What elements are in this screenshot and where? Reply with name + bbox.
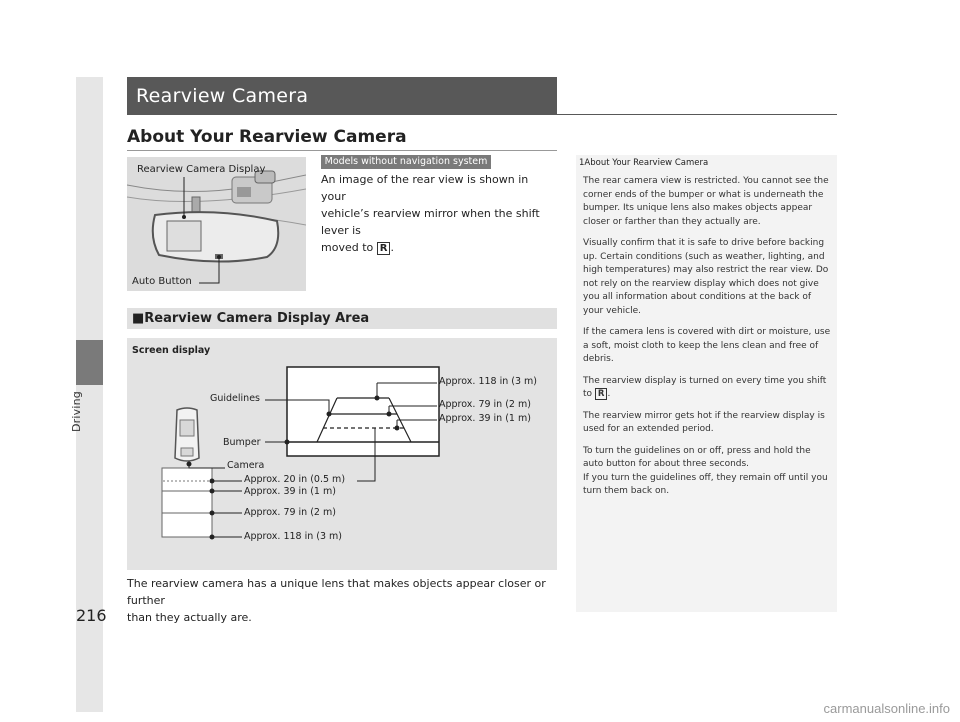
display-area-diagram [127, 338, 557, 570]
header-rule [127, 114, 837, 115]
note-paragraph-1: The rear camera view is restricted. You cannot see the corner ends of the bumper or what is underneath the bumper. Its unique lens also makes objects appear closer or farther than they actually are. [583, 176, 829, 227]
label-bottom-118: Approx. 118 in (3 m) [244, 531, 343, 542]
label-bottom-20: Approx. 20 in (0.5 m) [244, 474, 346, 485]
note-p4-end: . [607, 389, 611, 399]
subsection-title [132, 311, 369, 326]
sidebar-active-marker [76, 340, 103, 385]
note-heading [579, 158, 708, 168]
subsection-title-text: Rearview Camera Display Area [144, 311, 370, 326]
label-top-118: Approx. 118 in (3 m) [439, 376, 538, 387]
intro-paragraph [321, 171, 556, 256]
intro-line-2: vehicle’s rearview mirror when the shift lever is [321, 207, 540, 237]
intro-line-3 [321, 239, 556, 256]
note-paragraph-6: To turn the guidelines on or off, press and hold the auto button for about three seconds. [583, 445, 811, 469]
intro-line-1: An image of the rear view is shown in your [321, 173, 529, 203]
section-rule [127, 150, 557, 151]
intro-line-3-end: . [390, 241, 394, 254]
gear-r-icon-small: R [595, 388, 608, 400]
watermark: carmanualsonline.info [823, 701, 950, 716]
label-bumper: Bumper [223, 437, 261, 448]
note-p4-text: The rearview display is turned on every time you shift to [583, 375, 827, 399]
page-number: 216 [76, 606, 107, 625]
note-number: 1 [579, 158, 585, 168]
label-bottom-39: Approx. 39 in (1 m) [244, 486, 336, 497]
label-guidelines: Guidelines [210, 393, 260, 404]
label-bottom-79: Approx. 79 in (2 m) [244, 507, 336, 518]
label-top-79: Approx. 79 in (2 m) [439, 399, 531, 410]
note-paragraph-5: The rearview mirror gets hot if the rearview display is used for an extended period. [583, 410, 825, 434]
mirror-figure [127, 157, 306, 291]
note-paragraph-2: Visually confirm that it is safe to drive before backing up. Certain conditions (such as weather, lighting, and high temperatures) may also restrict the rear view. Do not rely on the rearview display which does not give you all information about conditions at the back of your vehicle. [583, 238, 829, 316]
chapter-title: Rearview Camera [136, 85, 309, 107]
closing-line-2: than they actually are. [127, 611, 252, 624]
intro-line-3-text: moved to [321, 241, 374, 254]
model-badge: Models without navigation system [321, 155, 491, 169]
note-paragraph-3: If the camera lens is covered with dirt or moisture, use a soft, moist cloth to keep the lens clean and free of debris. [583, 327, 831, 364]
mirror-illustration [127, 157, 306, 291]
square-bullet-icon: ■ [132, 311, 145, 326]
closing-paragraph [127, 575, 559, 626]
section-title: About Your Rearview Camera [127, 127, 407, 147]
closing-line-1: The rearview camera has a unique lens that makes objects appear closer or further [127, 577, 546, 607]
label-auto-button: Auto Button [132, 276, 192, 287]
note-paragraph-7: If you turn the guidelines off, they remain off until you turn them back on. [583, 472, 828, 496]
note-paragraph-4 [583, 375, 831, 402]
label-top-39: Approx. 39 in (1 m) [439, 413, 531, 424]
gear-r-icon: R [377, 242, 391, 255]
note-body [583, 175, 831, 507]
sidebar-label: Driving [70, 391, 83, 433]
label-camera: Camera [227, 460, 265, 471]
label-screen-display: Screen display [132, 345, 211, 356]
note-heading-text: About Your Rearview Camera [584, 158, 709, 168]
label-camera-display: Rearview Camera Display [137, 164, 266, 175]
